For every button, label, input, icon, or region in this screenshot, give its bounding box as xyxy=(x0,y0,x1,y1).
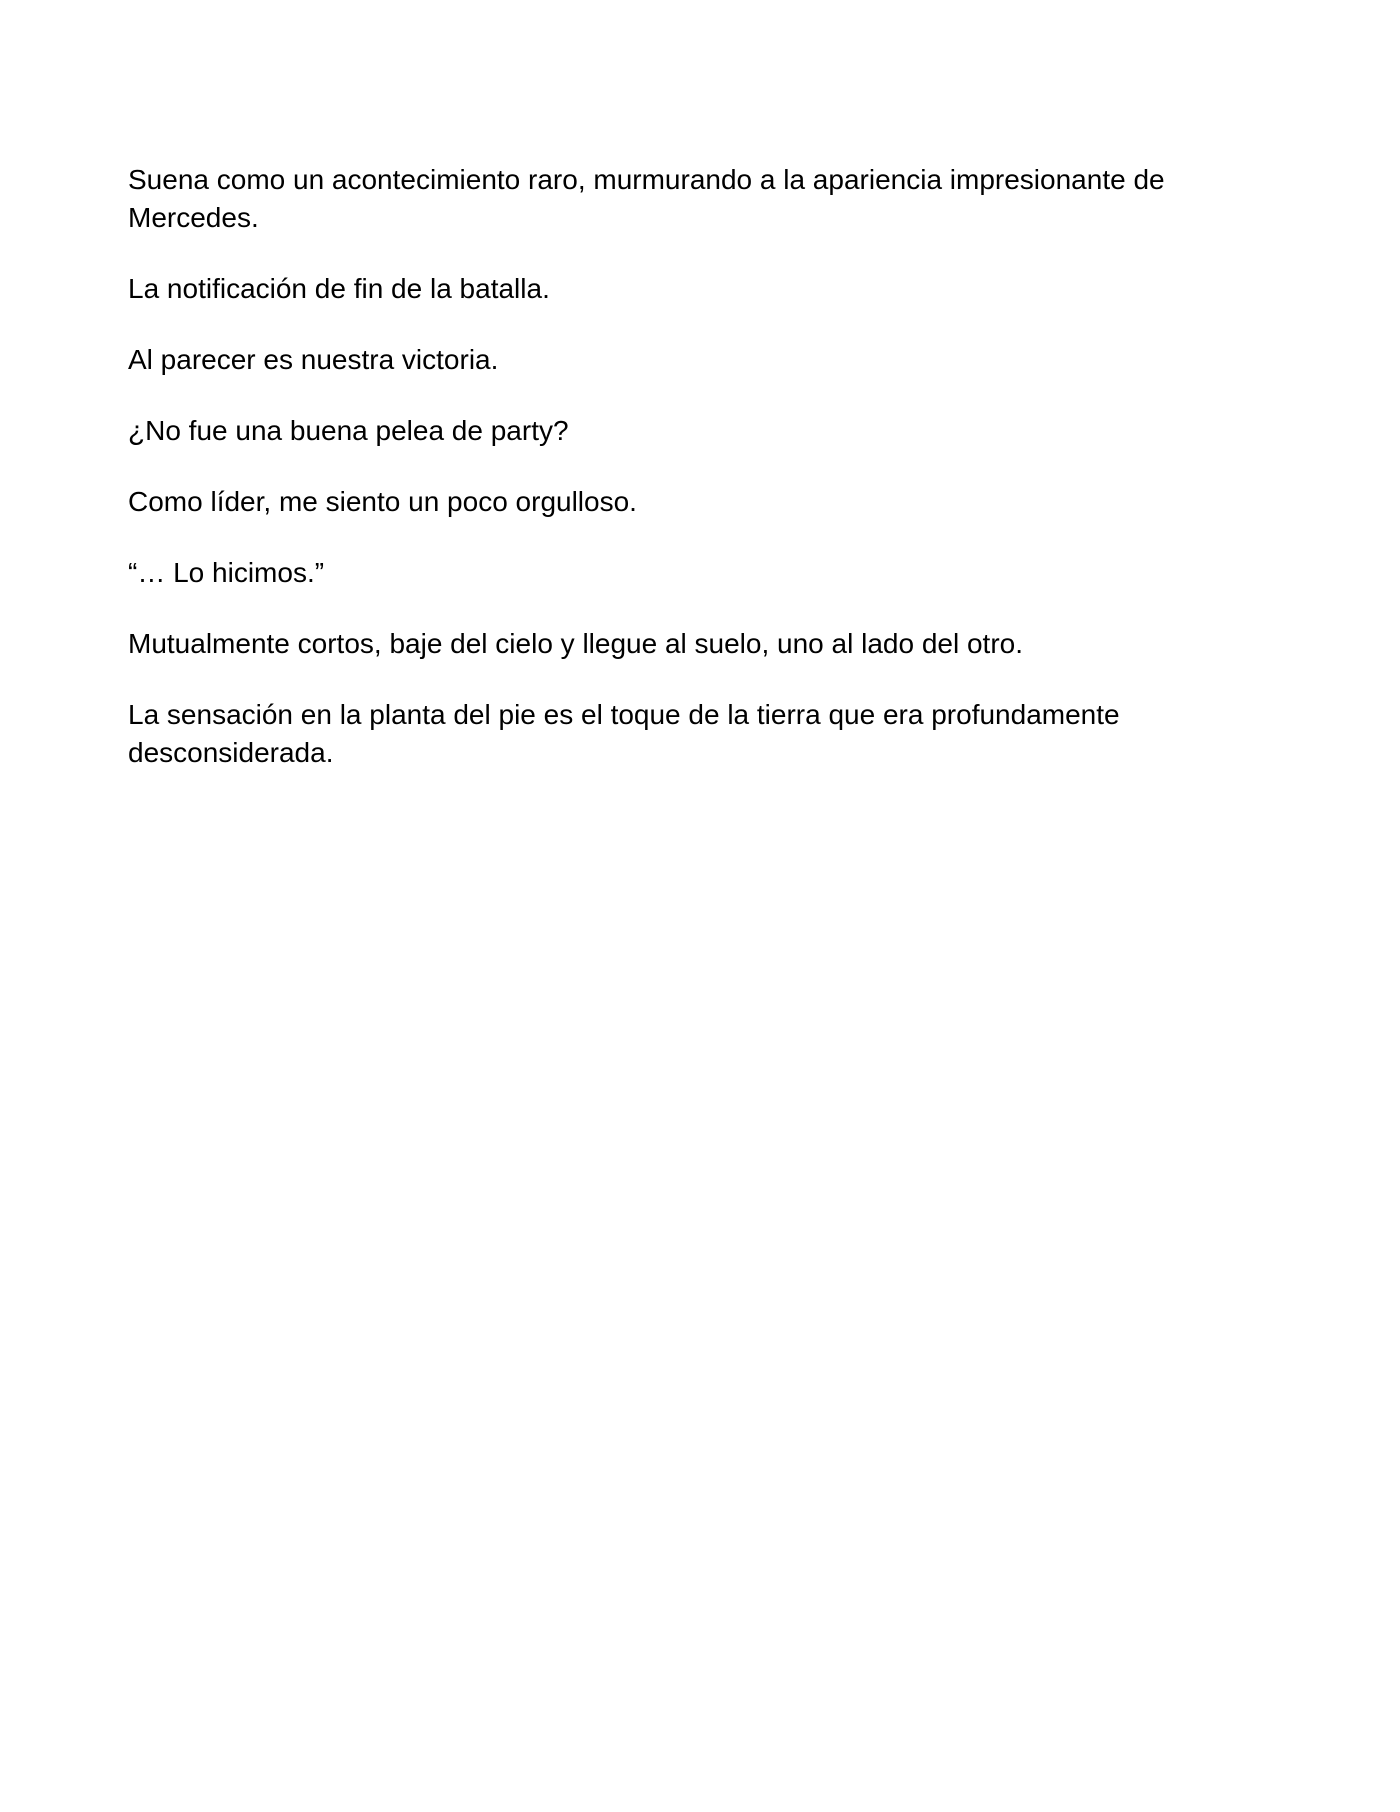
paragraph: Suena como un acontecimiento raro, murmurando a la apariencia impresionante de Mercedes. xyxy=(128,164,1165,233)
paragraph: Como líder, me siento un poco orgulloso. xyxy=(128,486,637,517)
paragraph: ¿No fue una buena pelea de party? xyxy=(128,415,569,446)
paragraph: La notificación de fin de la batalla. xyxy=(128,273,550,304)
paragraph: Mutualmente cortos, baje del cielo y llegue al suelo, uno al lado del otro. xyxy=(128,628,1023,659)
paragraph: La sensación en la planta del pie es el toque de la tierra que era profundamente desconsiderada. xyxy=(128,699,1120,768)
paragraph: “… Lo hicimos.” xyxy=(128,557,325,588)
paragraph: Al parecer es nuestra victoria. xyxy=(128,344,499,375)
document-body xyxy=(128,161,1248,805)
